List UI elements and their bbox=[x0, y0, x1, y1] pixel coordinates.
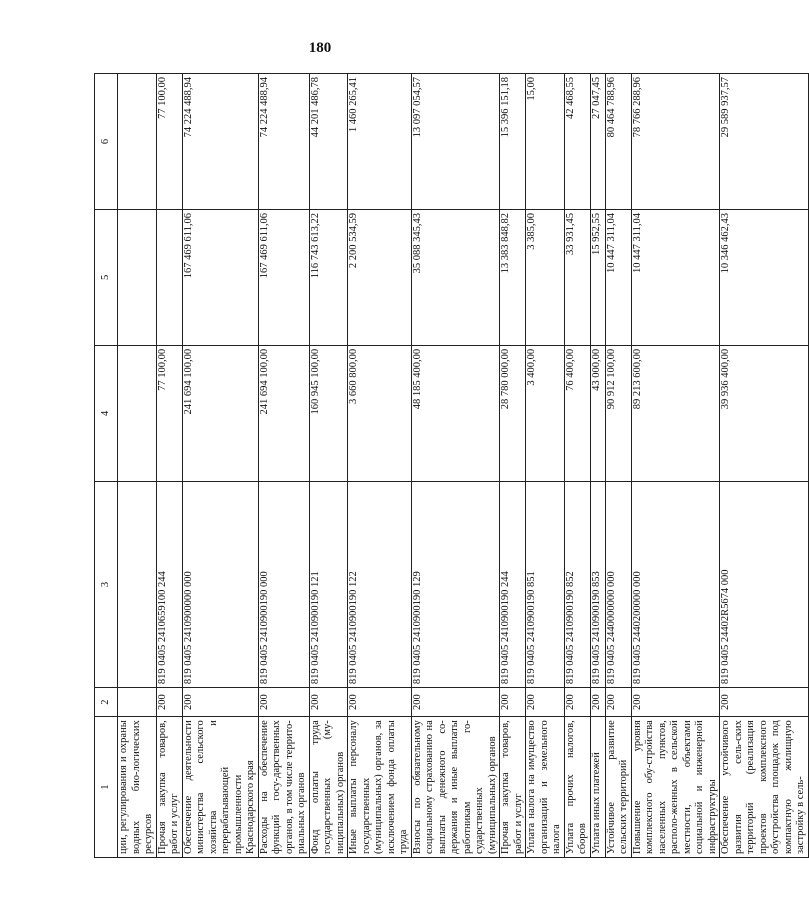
table-row bbox=[182, 74, 258, 858]
row-col5: 3 385,00 bbox=[526, 209, 565, 345]
row-code: 200 bbox=[348, 688, 412, 717]
row-col6: 77 100,00 bbox=[156, 74, 182, 210]
row-col6: 15,00 bbox=[526, 74, 565, 210]
row-col4: 90 912 100,00 bbox=[605, 345, 631, 481]
row-code: 200 bbox=[631, 688, 720, 717]
row-col6: 29 589 937,57 bbox=[720, 74, 809, 210]
row-name: Уплата прочих налогов, сборов bbox=[564, 717, 590, 858]
row-col4: 3 400,00 bbox=[526, 345, 565, 481]
table-row bbox=[156, 74, 182, 858]
row-code: 200 bbox=[411, 688, 500, 717]
table-row bbox=[605, 74, 631, 858]
row-code: 200 bbox=[605, 688, 631, 717]
row-code: 200 bbox=[526, 688, 565, 717]
table-row bbox=[258, 74, 309, 858]
row-name: Взносы по обязательному социальному страхованию на выплаты денежного со-держания и иные выплаты работникам го-сударственных (муниципальных) органов bbox=[411, 717, 500, 858]
row-name: Обеспечение деятельности министерства сельского хозяйства и перерабатывающей промышленности Краснодарского края bbox=[182, 717, 258, 858]
table-row bbox=[309, 74, 348, 858]
row-col4 bbox=[118, 345, 157, 481]
table-row bbox=[720, 74, 809, 858]
row-col5: 35 088 345,43 bbox=[411, 209, 500, 345]
row-col5: 2 200 534,59 bbox=[348, 209, 412, 345]
row-name: Уплата налога на имущество организаций и земельного налога bbox=[526, 717, 565, 858]
row-code: 200 bbox=[720, 688, 809, 717]
row-col5: 10 447 311,04 bbox=[605, 209, 631, 345]
row-col5: 13 383 848,82 bbox=[500, 209, 526, 345]
row-code: 200 bbox=[500, 688, 526, 717]
table-row bbox=[348, 74, 412, 858]
row-kbk: 819 0405 24402R5674 000 bbox=[720, 481, 809, 687]
row-col5: 15 952,55 bbox=[590, 209, 605, 345]
row-col5 bbox=[118, 209, 157, 345]
row-code: 200 bbox=[309, 688, 348, 717]
row-code: 200 bbox=[564, 688, 590, 717]
row-col5: 167 469 611,06 bbox=[258, 209, 309, 345]
row-col4: 241 694 100,00 bbox=[258, 345, 309, 481]
column-header-4: 4 bbox=[95, 345, 118, 481]
row-code: 200 bbox=[258, 688, 309, 717]
row-col6: 27 047,45 bbox=[590, 74, 605, 210]
row-kbk: 819 0405 2410900190 853 bbox=[590, 481, 605, 687]
row-col6: 80 464 788,96 bbox=[605, 74, 631, 210]
row-col4: 43 000,00 bbox=[590, 345, 605, 481]
row-kbk: 819 0405 2410900190 000 bbox=[258, 481, 309, 687]
row-name: Уплата иных платежей bbox=[590, 717, 605, 858]
row-kbk bbox=[118, 481, 157, 687]
row-kbk: 819 0405 2410900190 851 bbox=[526, 481, 565, 687]
table-row bbox=[118, 74, 157, 858]
row-col4: 89 213 600,00 bbox=[631, 345, 720, 481]
table-row bbox=[411, 74, 500, 858]
column-header-1: 1 bbox=[95, 717, 118, 858]
row-col5 bbox=[156, 209, 182, 345]
row-col6: 78 766 288,96 bbox=[631, 74, 720, 210]
column-header-5: 5 bbox=[95, 209, 118, 345]
row-name: Повышение уровня комплексного обу-стройства населенных пунктов, располо-женных в сельской местности, объектами социальной и инженерной инфраструктуры bbox=[631, 717, 720, 858]
row-col4: 241 694 100,00 bbox=[182, 345, 258, 481]
row-col5: 167 469 611,06 bbox=[182, 209, 258, 345]
row-col5: 10 447 311,04 bbox=[631, 209, 720, 345]
table-row bbox=[526, 74, 565, 858]
row-col4: 28 780 000,00 bbox=[500, 345, 526, 481]
row-kbk: 819 0405 2410900190 129 bbox=[411, 481, 500, 687]
table-row bbox=[564, 74, 590, 858]
row-col4: 160 945 100,00 bbox=[309, 345, 348, 481]
row-name: Иные выплаты персоналу государственных (муниципальных) органов, за исключением фонда оплаты труда bbox=[348, 717, 412, 858]
row-col4: 76 400,00 bbox=[564, 345, 590, 481]
row-code: 200 bbox=[182, 688, 258, 717]
table-row bbox=[500, 74, 526, 858]
row-name: Устойчивое развитие сельских территорий bbox=[605, 717, 631, 858]
row-kbk: 819 0405 2410900000 000 bbox=[182, 481, 258, 687]
column-header-3: 3 bbox=[95, 481, 118, 687]
table-row bbox=[590, 74, 605, 858]
row-col6: 74 224 488,94 bbox=[258, 74, 309, 210]
row-name: Прочая закупка товаров, работ и услуг bbox=[156, 717, 182, 858]
budget-table bbox=[94, 73, 809, 858]
row-kbk: 819 0405 2410900190 244 bbox=[500, 481, 526, 687]
row-kbk: 819 0405 2410900190 122 bbox=[348, 481, 412, 687]
row-name: Обеспечение устойчивого развития сель-ских территорий (реализация проектов комплексного обустройства площадок под компактную жилищную застройку в сель- bbox=[720, 717, 809, 858]
row-col6: 1 460 265,41 bbox=[348, 74, 412, 210]
row-col5: 33 931,45 bbox=[564, 209, 590, 345]
row-kbk: 819 0405 2410659100 244 bbox=[156, 481, 182, 687]
row-col6: 44 201 486,78 bbox=[309, 74, 348, 210]
row-kbk: 819 0405 2410900190 121 bbox=[309, 481, 348, 687]
column-header-2: 2 bbox=[95, 688, 118, 717]
row-col6: 42 468,55 bbox=[564, 74, 590, 210]
row-col6: 13 097 054,57 bbox=[411, 74, 500, 210]
row-kbk: 819 0405 2410900190 852 bbox=[564, 481, 590, 687]
row-name: ции, регулирования и охраны водных био-логических ресурсов bbox=[118, 717, 157, 858]
row-kbk: 819 0405 2440000000 000 bbox=[605, 481, 631, 687]
row-col4: 77 100,00 bbox=[156, 345, 182, 481]
row-name: Фонд оплаты труда государственных (му-ниципальных) органов bbox=[309, 717, 348, 858]
row-col6: 15 396 151,18 bbox=[500, 74, 526, 210]
table-row bbox=[631, 74, 720, 858]
row-kbk: 819 0405 2440200000 000 bbox=[631, 481, 720, 687]
budget-table-rotated bbox=[94, 73, 806, 858]
row-code: 200 bbox=[590, 688, 605, 717]
row-col6 bbox=[118, 74, 157, 210]
row-col5: 10 346 462,43 bbox=[720, 209, 809, 345]
column-header-6: 6 bbox=[95, 74, 118, 210]
row-col6: 74 224 488,94 bbox=[182, 74, 258, 210]
row-col4: 48 185 400,00 bbox=[411, 345, 500, 481]
row-name: Прочая закупка товаров, работ и услуг bbox=[500, 717, 526, 858]
row-col4: 39 936 400,00 bbox=[720, 345, 809, 481]
row-col4: 3 660 800,00 bbox=[348, 345, 412, 481]
row-col5: 116 743 613,22 bbox=[309, 209, 348, 345]
header-row bbox=[95, 74, 118, 858]
row-name: Расходы на обеспечение функций госу-дарственных органов, в том числе террито-риальных органов bbox=[258, 717, 309, 858]
row-code: 200 bbox=[156, 688, 182, 717]
row-code bbox=[118, 688, 157, 717]
page-number: 180 bbox=[308, 40, 332, 56]
